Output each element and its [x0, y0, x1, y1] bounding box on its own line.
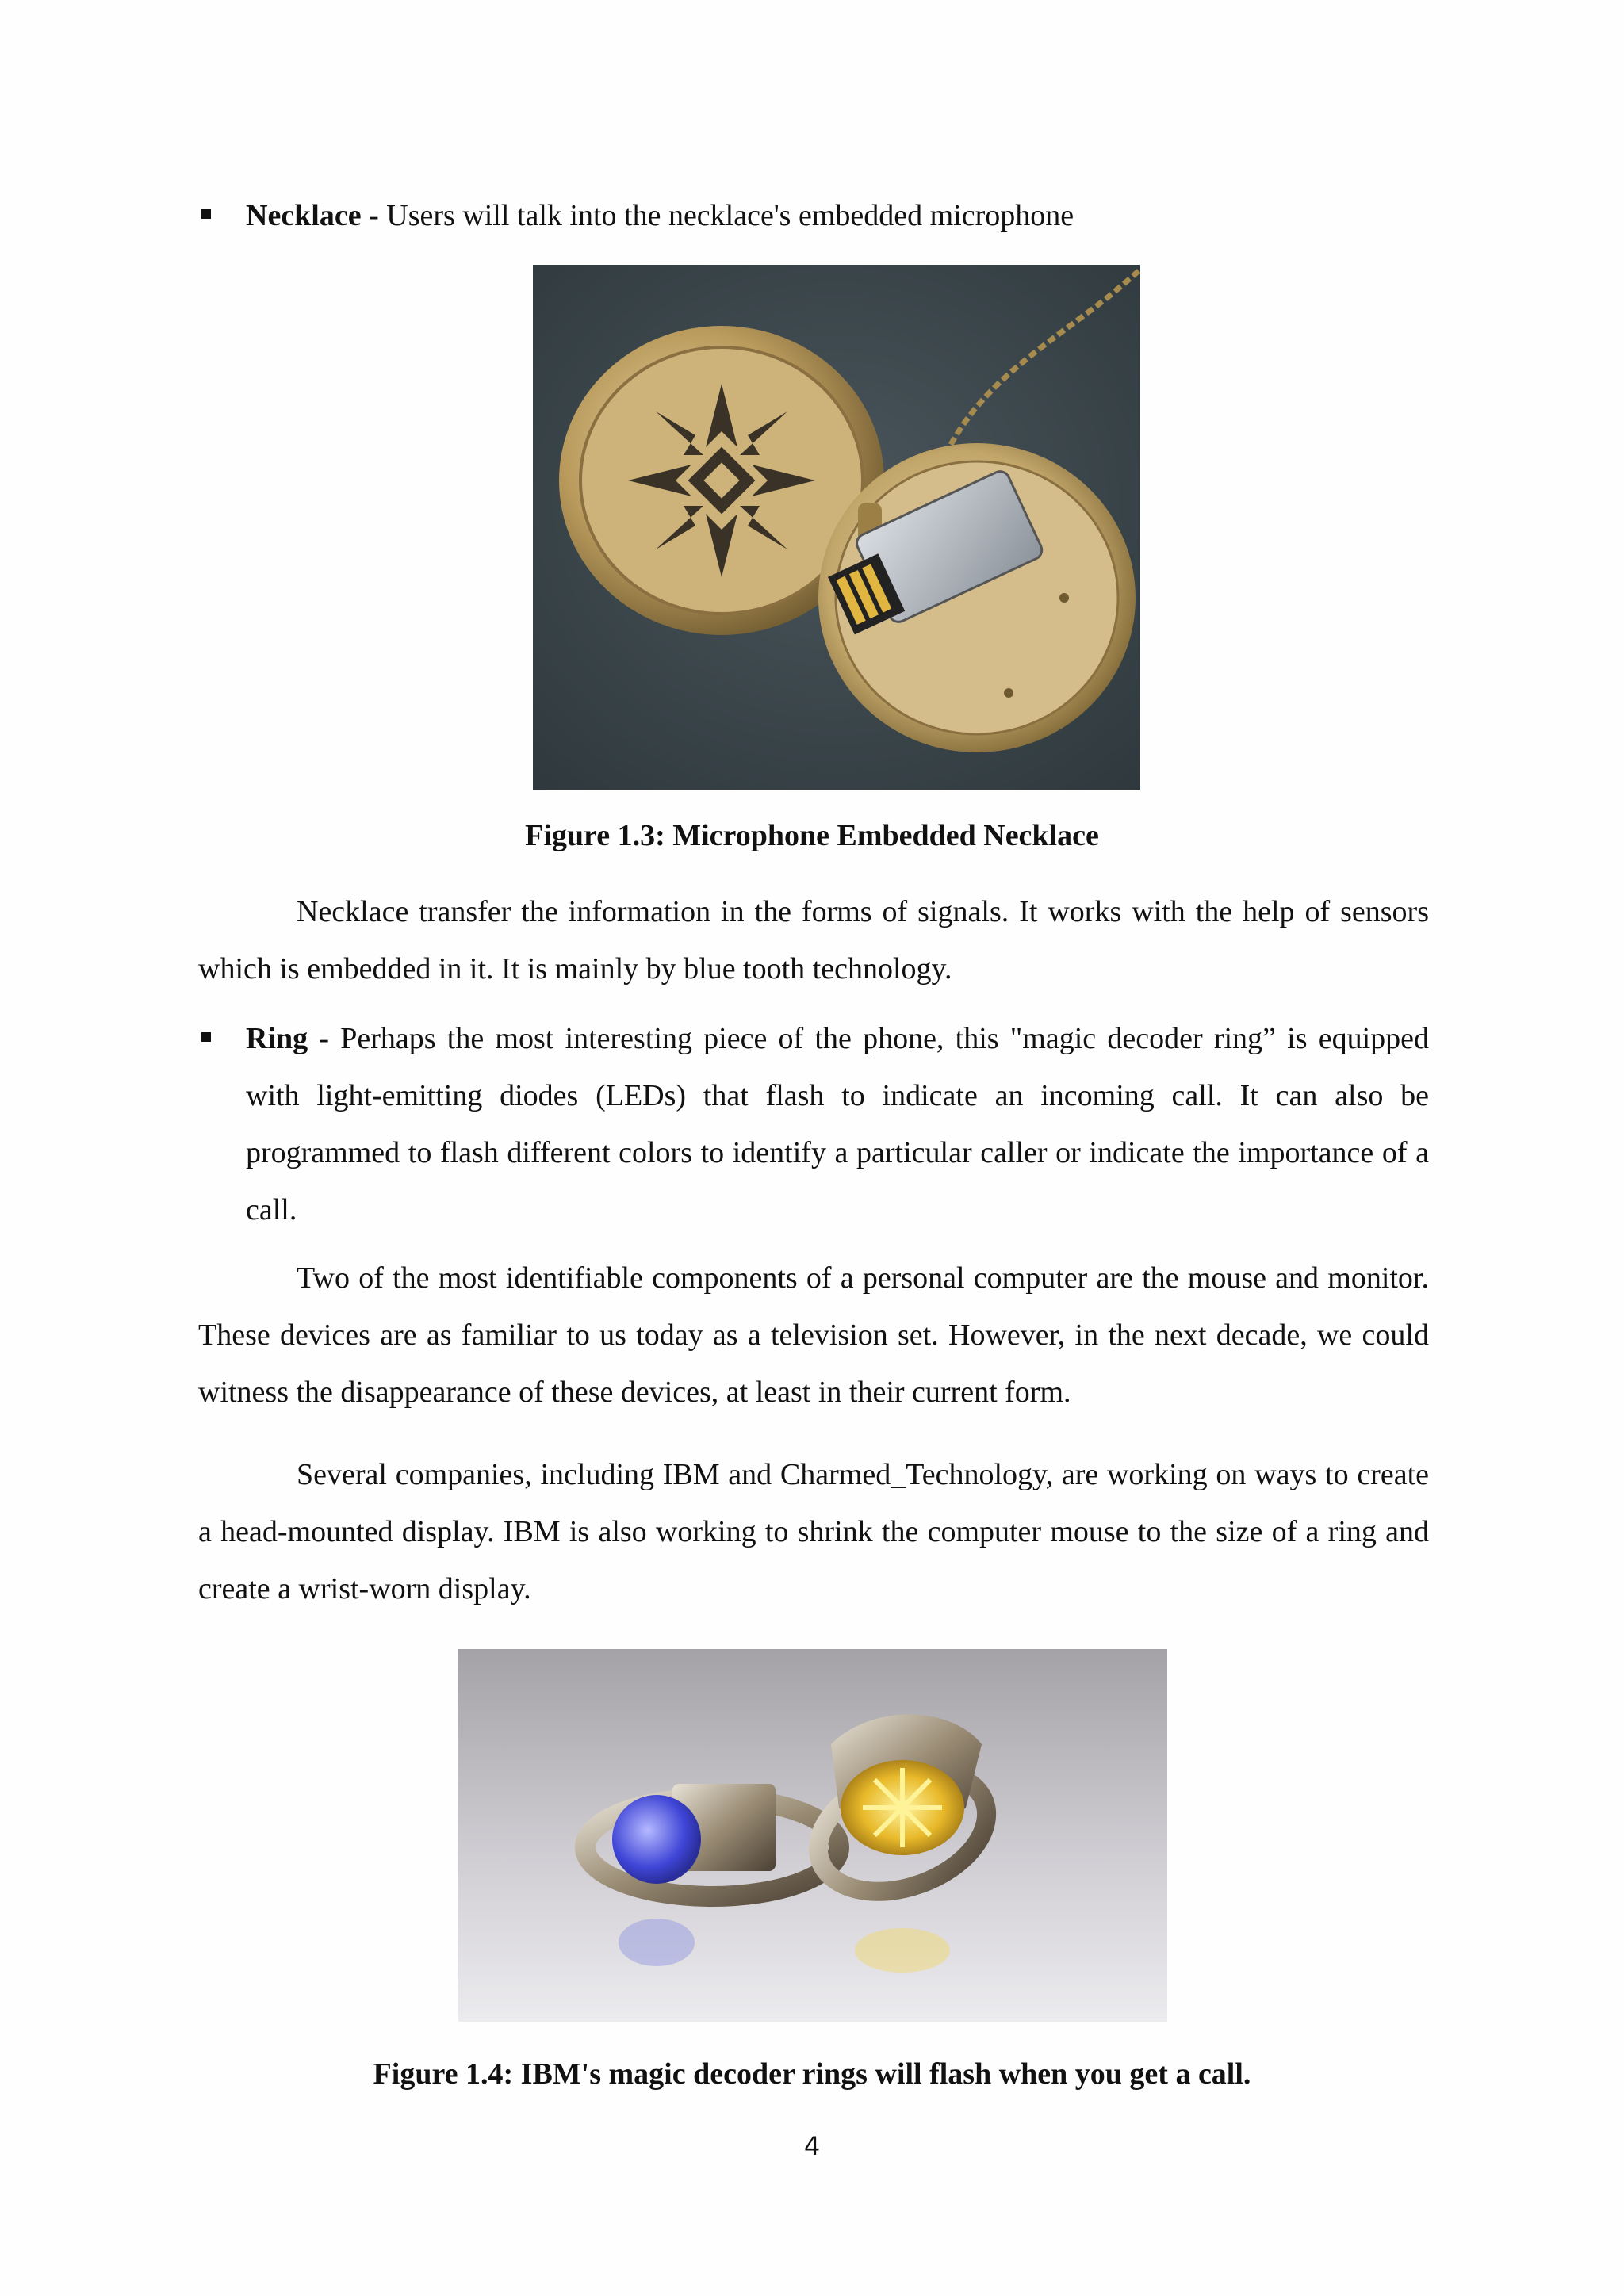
bullet-term: Necklace [246, 199, 362, 232]
figure-caption-1-4: Figure 1.4: IBM's magic decoder rings will flash when you get a call. [373, 2057, 1251, 2091]
decoder-rings-image [458, 1649, 1167, 2022]
bullet-term: Ring [246, 1022, 308, 1055]
necklace-paragraph: Necklace transfer the information in the forms of signals. It works with the help of sensors which is embedded in it. It is mainly by blue tooth technology. [198, 895, 1429, 985]
bullet-item-necklace [246, 187, 1435, 244]
bullet-square-icon [201, 1032, 211, 1042]
page-number: 4 [803, 2131, 821, 2161]
bullet-text: - Perhaps the most interesting piece of the phone, this "magic decoder ring” is equipped with light-emitting diodes (LEDs) that flash to indicate an incoming call. It can also be programmed to flash different colors to identify a particular caller or indicate the importance of a call. [246, 1022, 1429, 1226]
figure-caption-1-3: Figure 1.3: Microphone Embedded Necklace [525, 819, 1099, 852]
necklace-image [533, 265, 1140, 790]
paragraph-mouse-monitor: Two of the most identifiable components of a personal computer are the mouse and monitor. These devices are as familiar to us today as a television set. However, in the next decade, we could witness the disappearance of these devices, at least in their current form. [198, 1261, 1429, 1409]
bullet-square-icon [201, 209, 211, 219]
bullet-text: - Users will talk into the necklace's embedded microphone [361, 199, 1074, 232]
bullet-item-ring [246, 1010, 1429, 1238]
paragraph-companies: Several companies, including IBM and Charmed_Technology, are working on ways to create a head-mounted display. IBM is also working to shrink the computer mouse to the size of a ring and create a wrist-worn display. [198, 1458, 1429, 1605]
